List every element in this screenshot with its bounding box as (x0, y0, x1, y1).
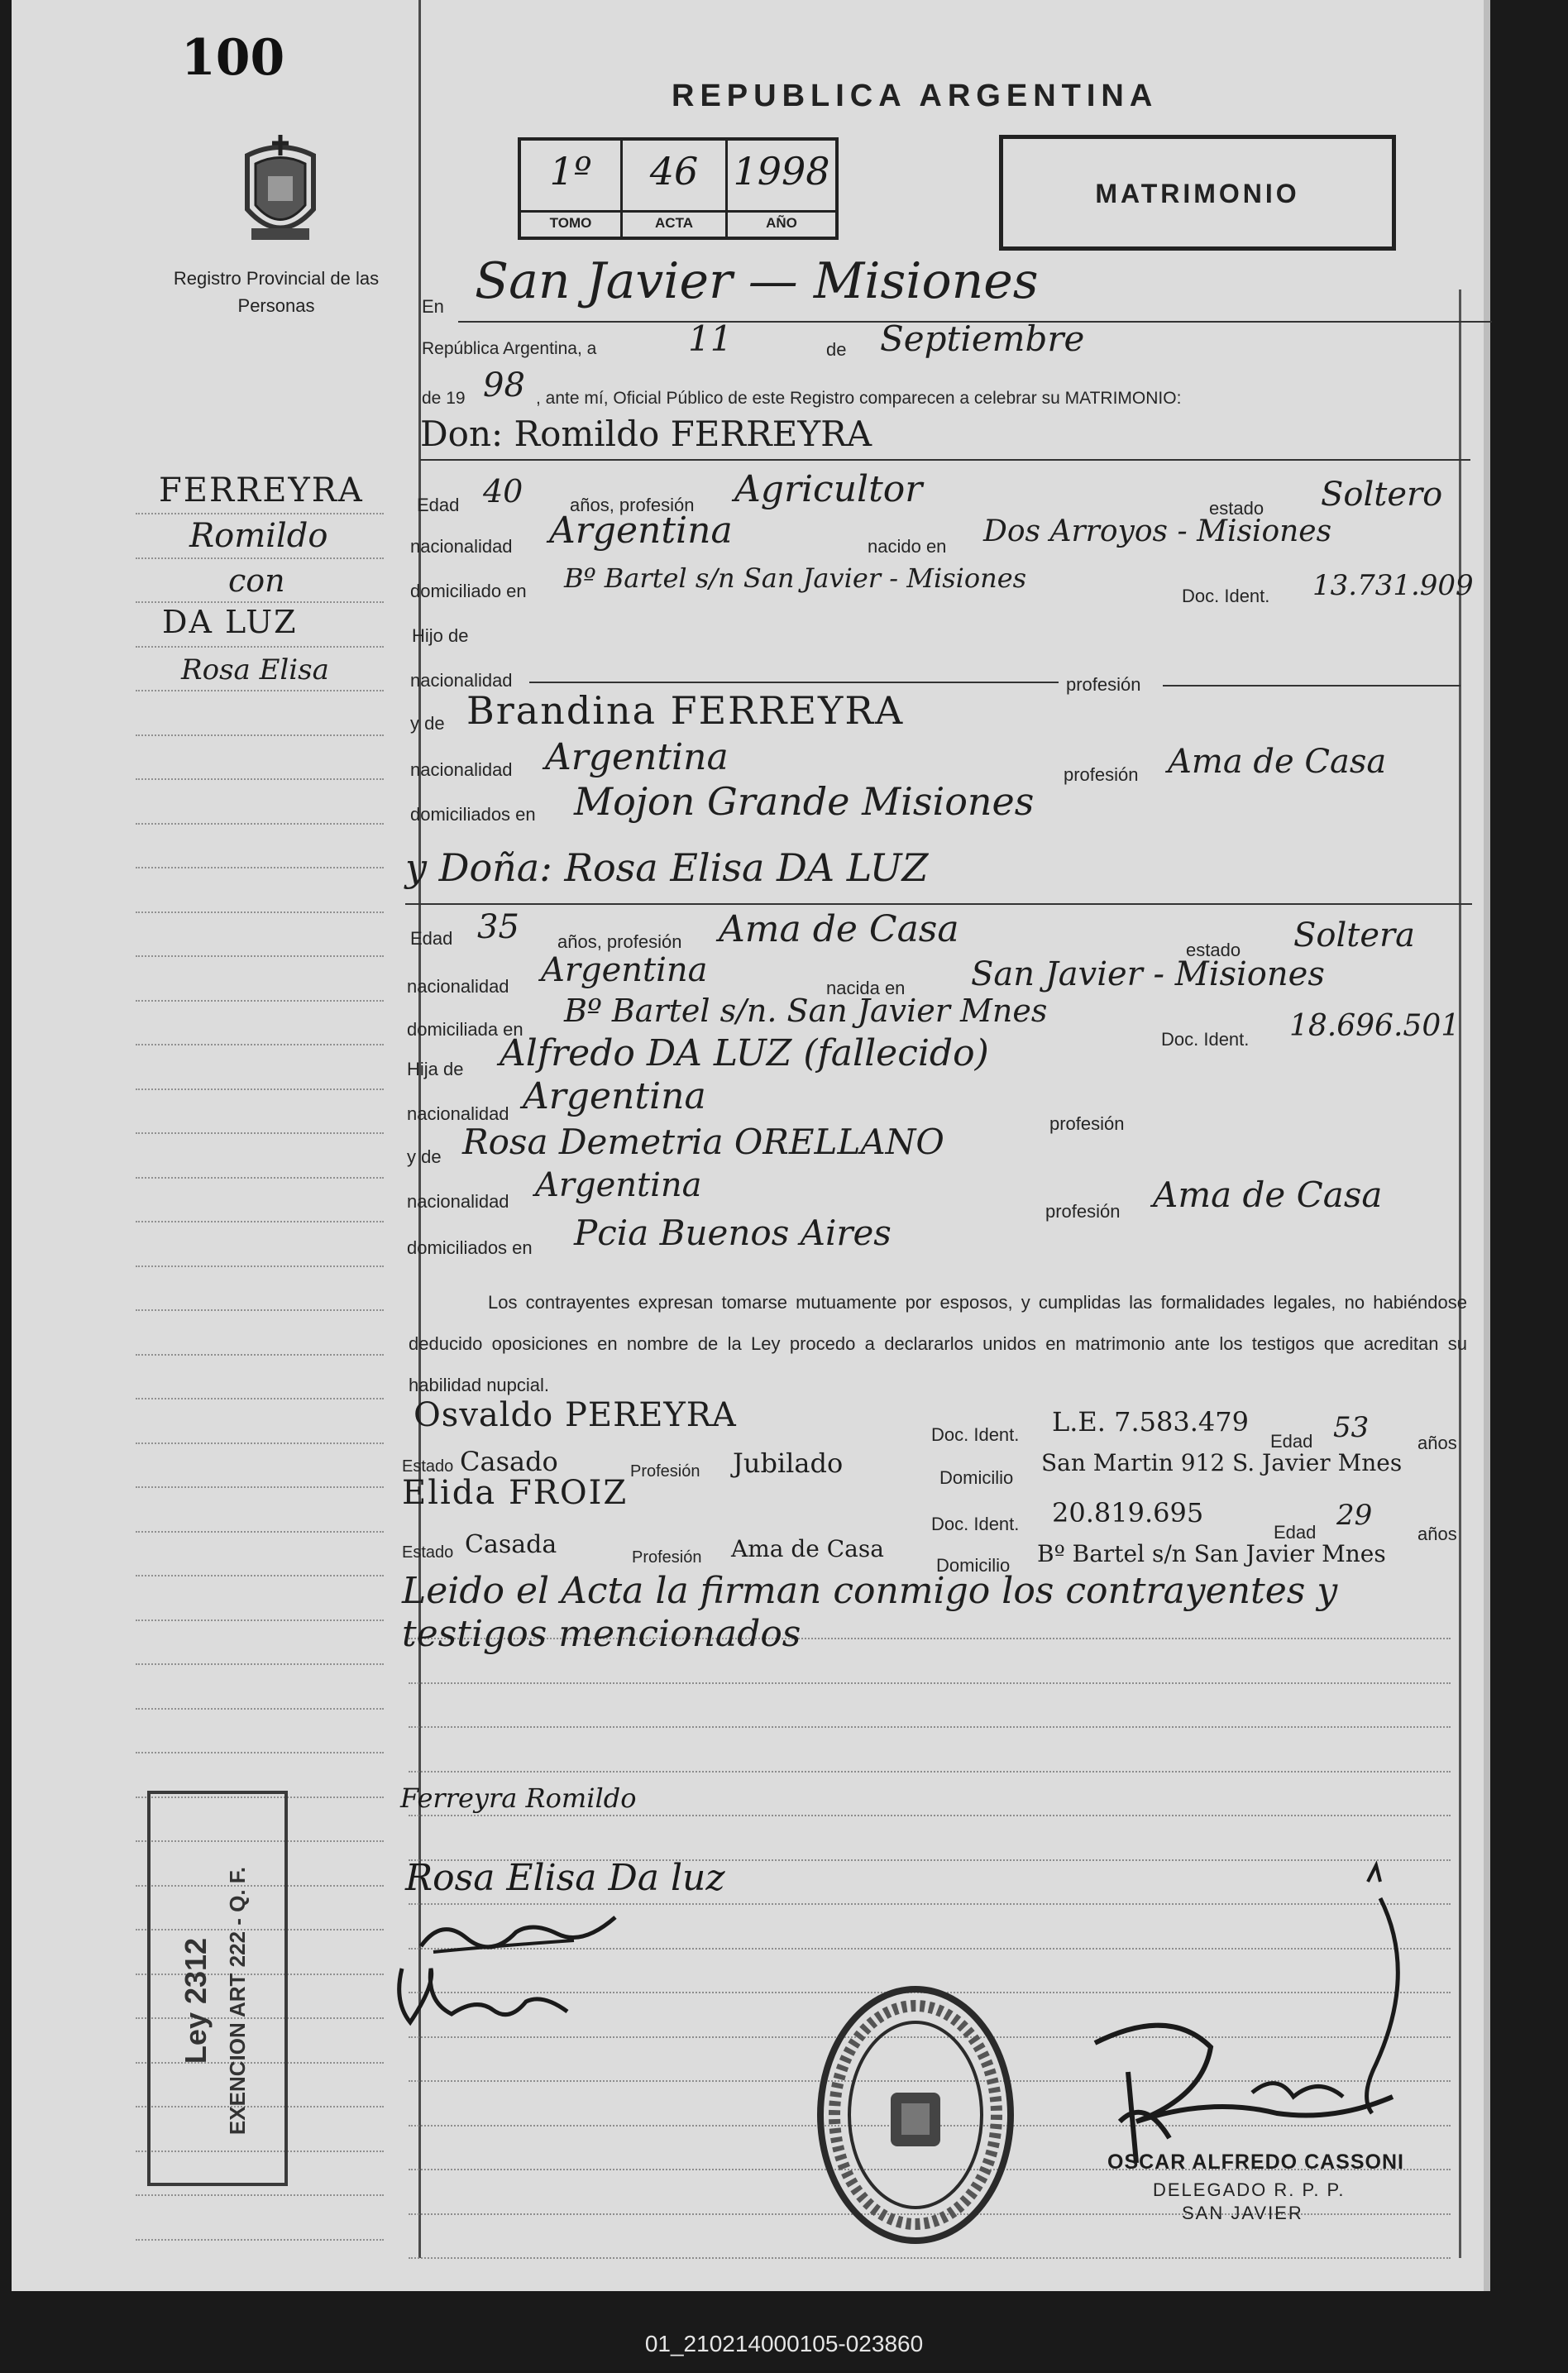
record-number-box (518, 137, 839, 240)
groom-estado: Soltero (1321, 476, 1443, 514)
witness2-signature (385, 1952, 584, 2035)
bride-doc: 18.696.501 (1289, 1009, 1460, 1043)
acta-cell (623, 141, 728, 237)
witness1-estado-label: Estado (402, 1457, 454, 1476)
margin-rule-line (136, 1132, 384, 1134)
register-page (12, 0, 1490, 2291)
date-day: 11 (688, 318, 733, 359)
groom-hijo-label: Hijo de (412, 625, 469, 646)
place-value: San Javier — Misiones (475, 252, 1039, 310)
margin-rule-line (136, 1442, 384, 1444)
margin-rule-line (136, 911, 384, 913)
groom-profesion: Agricultor (734, 468, 923, 510)
bride-profesion: Ama de Casa (719, 908, 959, 950)
body-rule-line (409, 1682, 1451, 1684)
groom-nac2-strike (529, 682, 1059, 683)
closing-line1: Leido el Acta la firman conmigo los contrayentes y (402, 1570, 1338, 1612)
groom-name-line (420, 459, 1470, 461)
bride-padre: Alfredo DA LUZ (fallecido) (500, 1032, 989, 1074)
bride-padres-dom: Pcia Buenos Aires (574, 1213, 892, 1253)
margin-rule-line (136, 1531, 384, 1533)
groom-prof3-label: profesión (1064, 764, 1139, 785)
margin-note-given2: Rosa Elisa (181, 653, 329, 687)
groom-madre-prof: Ama de Casa (1168, 743, 1387, 781)
margin-note-given: Romildo (189, 517, 328, 555)
place-label: En (422, 296, 444, 317)
anio-label: AÑO (728, 210, 835, 232)
margin-rule-line (136, 1265, 384, 1267)
groom-nacionalidad: Argentina (549, 510, 733, 552)
margin-rule-line (136, 1752, 384, 1753)
witness2-doc: 20.819.695 (1052, 1497, 1204, 1529)
witness2-estado-label: Estado (402, 1543, 454, 1562)
year-label-pre: de 19 (422, 389, 466, 408)
margin-rule-line (136, 690, 384, 691)
record-type-label: MATRIMONIO (1095, 179, 1300, 208)
witness1-anios-label: años (1417, 1433, 1457, 1453)
margin-rule-line (136, 646, 384, 648)
body-rule-line (409, 1815, 1451, 1816)
witness2-anios-label: años (1417, 1524, 1457, 1544)
left-margin (12, 0, 409, 2291)
groom-doc: 13.731.909 (1312, 569, 1474, 602)
margin-rule-line (136, 1708, 384, 1710)
witness2-domicilio: Bº Bartel s/n San Javier Mnes (1037, 1540, 1386, 1567)
groom-anios-label: años, profesión (570, 495, 695, 515)
ley-exemption-stamp (147, 1791, 288, 2186)
anio-value: 1998 (733, 149, 830, 194)
marriage-declaration-paragraph: Los contrayentes expresan tomarse mutuamente por esposos, y cumplidas las formalidades legales, no habiéndose deducido oposiciones en nombre de la Ley procedo a declararlos unidos en matrimonio ante los testigos que acreditan su habilidad nupcial. (409, 1292, 1467, 1395)
ley-stamp-text (175, 1815, 258, 2187)
groom-madre-nac: Argentina (545, 736, 729, 778)
witness2-edad: 29 (1336, 1499, 1373, 1532)
bride-domicilio: Bº Bartel s/n. San Javier Mnes (564, 993, 1048, 1029)
groom-edad: 40 (483, 473, 523, 510)
bride-name-line (405, 903, 1472, 905)
bride-prof3-label: profesión (1045, 1201, 1121, 1222)
witness2-profesion: Ama de Casa (731, 1535, 884, 1562)
body-rule-line (409, 1726, 1451, 1728)
witness1-estado: Casado (460, 1446, 558, 1477)
bride-padre-nac: Argentina (523, 1075, 706, 1117)
bride-prof2-label: profesión (1049, 1113, 1125, 1134)
margin-note-surname2: DA LUZ (162, 604, 298, 640)
groom-padres-dom: Mojon Grande Misiones (574, 779, 1035, 824)
bride-edad-label: Edad (410, 928, 453, 949)
margin-rule-line (136, 1221, 384, 1222)
registry-seal-icon (812, 1981, 1019, 2250)
image-caption: 01_210214000105-023860 (644, 2331, 924, 2356)
witness1-domicilio: San Martin 912 S. Javier Mnes (1041, 1449, 1403, 1476)
margin-rule-line (136, 823, 384, 825)
margin-rule-line (136, 734, 384, 736)
witness1-prof-label: Profesión (630, 1462, 700, 1481)
groom-prof2-strike (1163, 685, 1460, 687)
year-label-post: , ante mí, Oficial Público de este Registro comparecen a celebrar su MATRIMONIO: (536, 389, 1182, 408)
witness2-name: Elida FROIZ (402, 1474, 629, 1512)
witness1-dom-label: Domicilio (939, 1467, 1014, 1488)
bride-nacida-en: San Javier - Misiones (971, 955, 1325, 993)
margin-rule-line (136, 2194, 384, 2196)
margin-rule-line (136, 1309, 384, 1311)
witness1-doc-label: Doc. Ident. (931, 1424, 1020, 1445)
acta-label: ACTA (623, 210, 725, 232)
margin-rule-line (136, 1398, 384, 1399)
witness1-edad: 53 (1333, 1411, 1370, 1444)
margin-rule-line (136, 778, 384, 780)
bride-edad: 35 (477, 908, 519, 946)
bride-nac2-label: nacionalidad (407, 1103, 509, 1124)
bride-dom-label: domiciliada en (407, 1019, 523, 1040)
date-label-a: República Argentina, a (422, 339, 597, 358)
bride-estado: Soltera (1293, 916, 1415, 954)
groom-yde-label: y de (410, 713, 445, 734)
margin-rule-line (136, 867, 384, 868)
bride-nacionalidad: Argentina (541, 951, 708, 989)
page-number: 100 (181, 29, 285, 87)
bride-estado-label: estado (1186, 940, 1241, 960)
margin-rule-line (136, 513, 384, 514)
bride-nac3-label: nacionalidad (407, 1191, 509, 1212)
country-title: REPUBLICA ARGENTINA (672, 79, 1159, 113)
margin-rule-line (136, 1044, 384, 1045)
officer-signature (1045, 1849, 1442, 2196)
margin-rule-line (136, 1663, 384, 1665)
groom-dom-label: domiciliado en (410, 581, 527, 601)
margin-rule-line (136, 1575, 384, 1576)
witness1-profesion: Jubilado (733, 1447, 844, 1479)
groom-name: Don: Romildo FERREYRA (420, 414, 872, 454)
groom-madre: Brandina FERREYRA (466, 688, 905, 733)
groom-signature: Ferreyra Romildo (400, 1782, 637, 1814)
groom-doms-label: domiciliados en (410, 804, 536, 825)
bride-anios-label: años, profesión (557, 931, 682, 952)
tomo-cell (521, 141, 623, 237)
groom-prof2-label: profesión (1066, 674, 1141, 695)
tomo-value: 1º (549, 149, 592, 194)
bride-nacida-label: nacida en (826, 978, 906, 998)
bride-yde-label: y de (407, 1146, 442, 1167)
bride-signature: Rosa Elisa Da luz (405, 1857, 725, 1899)
margin-rule-line (136, 557, 384, 559)
bride-name: y Doña: Rosa Elisa DA LUZ (405, 845, 929, 890)
margin-rule-line (136, 1088, 384, 1090)
witness1-edad-label: Edad (1270, 1431, 1313, 1452)
groom-doc-label: Doc. Ident. (1182, 586, 1270, 606)
bride-hija-label: Hija de (407, 1059, 464, 1079)
groom-domicilio: Bº Bartel s/n San Javier - Misiones (564, 562, 1027, 594)
closing-line2: testigos mencionados (402, 1613, 801, 1655)
bride-madre: Rosa Demetria ORELLANO (462, 1122, 944, 1162)
groom-nacido-en: Dos Arroyos - Misiones (983, 514, 1332, 548)
margin-rule-line (136, 601, 384, 603)
bride-doms-label: domiciliados en (407, 1237, 533, 1258)
witness2-edad-label: Edad (1274, 1522, 1317, 1543)
year-value: 98 (483, 366, 525, 404)
body-rule-line (409, 2257, 1451, 2259)
groom-estado-label: estado (1209, 498, 1264, 519)
registry-label: Registro Provincial de las Personas (173, 268, 380, 316)
witness2-prof-label: Profesión (632, 1548, 702, 1567)
groom-edad-label: Edad (417, 495, 460, 515)
witness1-name: Osvaldo PEREYRA (414, 1396, 737, 1434)
margin-note-surname: FERREYRA (159, 471, 364, 510)
groom-nacido-label: nacido en (868, 536, 947, 557)
officer-title: DELEGADO R. P. P. (1153, 2179, 1346, 2200)
groom-nac-label: nacionalidad (410, 536, 513, 557)
margin-rule-line (136, 1486, 384, 1488)
margin-rule-line (136, 1619, 384, 1621)
date-label-de: de (826, 339, 847, 360)
ley-stamp-line1: Ley 2312 (179, 1937, 213, 2064)
witness2-dom-label: Domicilio (936, 1555, 1011, 1576)
margin-rule-line (136, 955, 384, 957)
groom-nac2-label: nacionalidad (410, 670, 513, 691)
officer-place: SAN JAVIER (1182, 2203, 1303, 2223)
anio-cell (728, 141, 835, 237)
witness2-doc-label: Doc. Ident. (931, 1514, 1020, 1534)
margin-note-con: con (228, 562, 285, 599)
margin-rule-line (136, 2239, 384, 2241)
body-rule-line (409, 1771, 1451, 1773)
provincial-crest-icon (231, 131, 330, 255)
bride-doc-label: Doc. Ident. (1161, 1029, 1250, 1050)
bride-madre-prof: Ama de Casa (1153, 1175, 1383, 1215)
ley-stamp-line2: EXENCION ART 222 - Q. F. (225, 1866, 250, 2136)
margin-rule-line (136, 1000, 384, 1002)
date-month: Septiembre (880, 318, 1085, 359)
bride-madre-nac: Argentina (535, 1166, 702, 1204)
witness2-estado: Casada (465, 1530, 557, 1559)
groom-nac3-label: nacionalidad (410, 759, 513, 780)
record-type-box (999, 135, 1396, 251)
tomo-label: TOMO (521, 210, 620, 232)
bride-nac-label: nacionalidad (407, 976, 509, 997)
witness1-doc: L.E. 7.583.479 (1052, 1406, 1249, 1438)
officer-name: OSCAR ALFREDO CASSONI (1107, 2151, 1404, 2174)
margin-rule-line (136, 1354, 384, 1356)
acta-value: 46 (649, 149, 699, 194)
margin-rule-line (136, 1177, 384, 1179)
